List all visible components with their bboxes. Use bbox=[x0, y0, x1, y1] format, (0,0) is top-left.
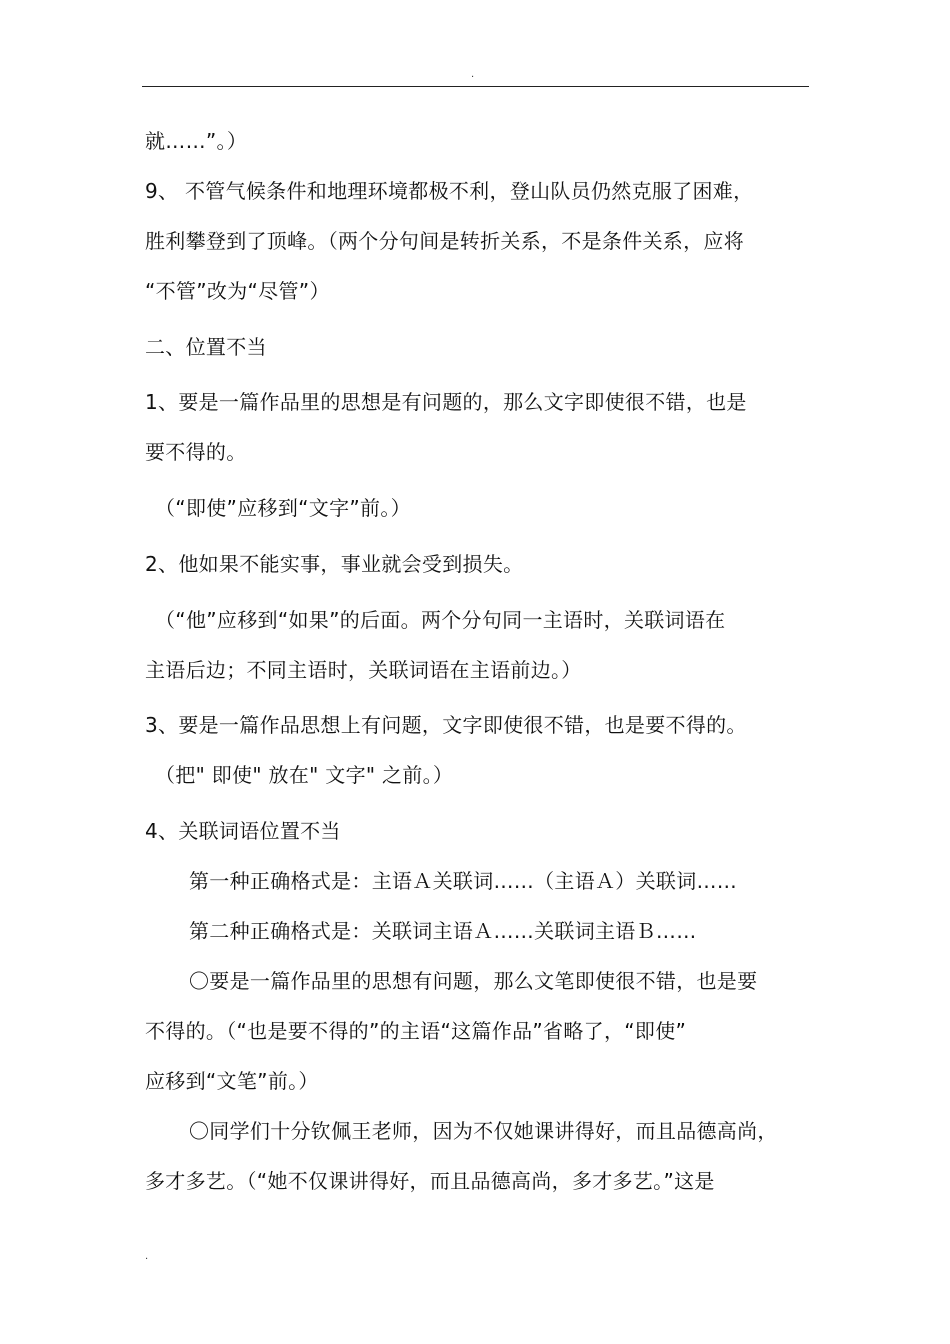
text-line: 2、他如果不能实事，事业就会受到损失。 bbox=[145, 552, 524, 576]
text-line: 胜利攀登到了顶峰。（两个分句间是转折关系，不是条件关系，应将 bbox=[145, 229, 744, 253]
text-line: 不得的。（“也是要不得的”的主语“这篇作品”省略了，“即使” bbox=[145, 1019, 687, 1043]
text-line: 多才多艺。（“她不仅课讲得好，而且品德高尚，多才多艺。”这是 bbox=[145, 1169, 715, 1193]
text-line: 1、要是一篇作品里的思想是有问题的，那么文字即使很不错，也是 bbox=[145, 390, 747, 414]
text-line: 要不得的。 bbox=[145, 440, 247, 464]
text-line: 第二种正确格式是：关联词主语Ａ……关联词主语Ｂ…… bbox=[189, 919, 697, 943]
header-mark: . bbox=[471, 69, 475, 80]
section-heading: 二、位置不当 bbox=[145, 335, 267, 359]
text-line: 3、要是一篇作品思想上有问题，文字即使很不错，也是要不得的。 bbox=[145, 713, 747, 737]
text-line: 9、 不管气候条件和地理环境都极不利，登山队员仍然克服了困难， bbox=[145, 179, 754, 203]
text-line: 应移到“文笔”前。） bbox=[145, 1069, 319, 1093]
text-line: 主语后边；不同主语时，关联词语在主语前边。） bbox=[145, 658, 582, 682]
text-line: 4、关联词语位置不当 bbox=[145, 819, 341, 843]
text-line: “不管”改为“尽管”） bbox=[145, 279, 330, 303]
text-line: 〇要是一篇作品里的思想有问题，那么文笔即使很不错，也是要 bbox=[189, 969, 758, 993]
text-line: （把" 即使" 放在" 文字" 之前。） bbox=[155, 763, 454, 787]
text-line: （“即使”应移到“文字”前。） bbox=[155, 496, 411, 520]
text-line: 〇同学们十分钦佩王老师，因为不仅她课讲得好，而且品德高尚， bbox=[189, 1119, 778, 1143]
footer-mark: . bbox=[145, 1251, 149, 1262]
text-line: 就……”。） bbox=[145, 129, 248, 153]
text-line: （“他”应移到“如果”的后面。两个分句同一主语时，关联词语在 bbox=[155, 608, 726, 632]
text-line: 第一种正确格式是：主语Ａ关联词……（主语Ａ）关联词…… bbox=[189, 869, 738, 893]
header-rule bbox=[142, 86, 809, 87]
